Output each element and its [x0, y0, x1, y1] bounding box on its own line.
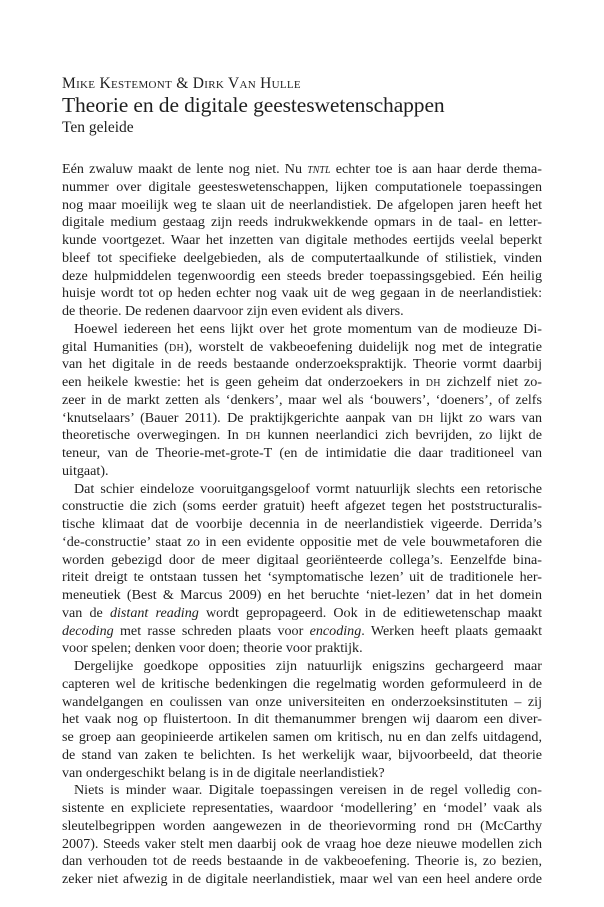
text-line	[62, 694, 542, 712]
text-line	[62, 481, 542, 499]
text-segment: van ondergeschikt belang is in de digitale neerlandistiek?	[62, 764, 385, 781]
text-segment: constructie die zich (soms eerder gratuit) heeft afgezet tegen het poststructuralis-	[62, 498, 542, 515]
text-segment: theoretische overwegingen. In	[62, 427, 246, 444]
text-line	[62, 516, 542, 534]
text-segment: riteit dreigt te ontstaan tussen het ‘symptomatische lezen’ uit de traditionele her-	[62, 569, 542, 586]
text-line	[62, 569, 542, 587]
text-segment: uitgaat).	[62, 462, 109, 479]
text-segment: Niets is minder waar. Digitale toepassingen vereisen in de regel volledig con-	[74, 782, 542, 799]
text-line	[62, 853, 542, 871]
text-line	[62, 356, 542, 374]
italic-text: encoding	[309, 622, 362, 639]
text-segment: capteren wel de kritische bedenkingen die regelmatig worden geformuleerd in de	[62, 675, 542, 692]
text-segment: . Werken heeft plaats gemaakt	[361, 622, 542, 639]
text-segment: kunde voortgezet. Waar het inzetten van digitale methodes eertijds veelal beperkt	[62, 232, 542, 248]
text-segment: echter toe is aan haar derde thema-	[330, 161, 542, 177]
text-line	[62, 711, 542, 729]
text-segment: 2007). Steeds vaker stelt men daarbij ook de vraag hoe deze nieuwe modellen zich	[62, 835, 542, 852]
text-segment: met rasse schreden plaats voor	[113, 622, 310, 639]
text-segment: kunnen neerlandici zich bevrijden, zo lijkt de	[260, 427, 542, 444]
text-line	[62, 552, 542, 570]
small-caps-text: dh	[418, 409, 434, 426]
text-segment: huisje wordt tot op heden echter nog vaak uit de weg gegaan in de neerlandistiek:	[62, 285, 542, 302]
text-line	[62, 747, 542, 765]
text-segment: se groep aan geopinieerde artikelen samen om kritisch, nu en dan zelfs uitdagend,	[62, 729, 542, 745]
text-line	[62, 676, 542, 694]
text-line	[62, 587, 542, 605]
text-line	[62, 818, 542, 836]
text-segment: teneur, van de Theorie-met-grote-T (en de intimidatie die daar traditioneel van	[62, 445, 542, 461]
article-authors: Mike Kestemont & Dirk Van Hulle	[62, 75, 301, 92]
text-segment: worden gebezigd door de meer digitaal georiënteerde collega’s. Eenzelfde bina-	[62, 551, 542, 568]
text-segment: wordt gepropageerd. Ook in de editiewetenschap maakt	[198, 604, 543, 621]
text-segment: Dat schier eindeloze vooruitgangsgeloof vormt natuurlijk slechts een retorische	[74, 480, 542, 497]
text-line	[62, 640, 542, 658]
text-line	[62, 658, 542, 676]
text-line	[62, 268, 542, 286]
text-line	[62, 250, 542, 268]
article-title: Theorie en de digitale geesteswetenschappen	[62, 93, 445, 117]
text-segment: ), worstelt de vakbeoefening duidelijk nog met de integratie	[184, 338, 542, 355]
text-line	[62, 463, 542, 481]
text-segment: sleutelbegrippen worden aangewezen in de theorievorming rond	[62, 817, 458, 834]
text-segment: digitale medium gestaag zijn reeds indrukwekkende opmars in de taal- en letter-	[62, 214, 542, 231]
text-line	[62, 161, 542, 179]
text-line	[62, 285, 542, 303]
text-segment: Eén zwaluw maakt de lente nog niet. Nu	[62, 161, 308, 177]
text-line	[62, 498, 542, 516]
text-segment: gital Humanities (	[62, 338, 170, 355]
text-segment: nog maar moeilijk weg te slaan uit de neerlandistiek. De afgelopen jaren heeft het	[62, 196, 542, 213]
small-caps-text: dh	[457, 817, 473, 834]
text-segment: het vaak nog op fluistertoon. In dit themanummer brengen wij daarom een diver-	[62, 711, 542, 728]
small-caps-text: dh	[425, 374, 441, 390]
text-segment: lijkt zo wars van	[433, 409, 542, 426]
text-segment: (McCarthy	[472, 817, 542, 834]
text-segment: van de	[62, 604, 110, 621]
text-line	[62, 782, 542, 800]
italic-text: decoding	[62, 622, 114, 639]
text-line	[62, 410, 542, 428]
text-segment: tische klimaat dat de voorbije decennia in de neerlandistiek vigeerde. Derrida’s	[62, 516, 542, 532]
text-line	[62, 321, 542, 339]
text-line	[62, 445, 542, 463]
text-segment: dan verhouden tot de reeds bestaande in de vakbeoefening. Theorie is, zo bezien,	[62, 853, 542, 870]
text-line	[62, 179, 542, 197]
text-segment: nummer over digitale geesteswetenschappen, lijken computationele toepassingen	[62, 178, 542, 195]
text-segment: wandelgangen en coulissen van onze universiteiten en onderzoeksinstituten – zij	[62, 693, 542, 710]
article-body	[62, 161, 542, 889]
text-line	[62, 729, 542, 747]
text-segment: de stand van zaken te belichten. Is het werkelijk waar, bijvoorbeeld, dat theorie	[62, 746, 542, 763]
text-segment: meneutiek (Best & Marcus 2009) en het beruchte ‘niet-lezen’ dat in het domein	[62, 587, 542, 603]
text-line	[62, 836, 542, 854]
text-segment: de theorie. De redenen daarvoor zijn even evident als divers.	[62, 303, 404, 319]
text-segment: zeker niet afwezig in de digitale neerlandistiek, maar wel van een heel andere orde	[62, 871, 542, 887]
italic-text: distant reading	[109, 604, 199, 621]
text-line	[62, 623, 542, 641]
text-line	[62, 800, 542, 818]
text-segment: voor spelen; denken voor doen; theorie voor praktijk.	[62, 640, 363, 657]
text-line	[62, 339, 542, 357]
text-line	[62, 303, 542, 321]
text-segment: bleef tot specifieke deelgebieden, als de computertaalkunde of stilistiek, vinden	[62, 249, 542, 266]
text-segment: zeer in de markt zetten als ‘denkers’, maar wel als ‘bouwers’, ‘doeners’, of zelfs	[62, 391, 542, 408]
text-segment: zichzelf niet zo-	[440, 374, 542, 390]
text-line	[62, 605, 542, 623]
text-line	[62, 374, 542, 392]
article-subtitle: Ten geleide	[62, 119, 134, 136]
text-line	[62, 765, 542, 783]
text-segment: deze hulpmiddelen tegenwoordig een steeds breder toepassingsgebied. Eén heilig	[62, 267, 542, 284]
small-caps-text: dh	[245, 427, 261, 444]
text-segment: Dergelijke goedkope opposities zijn natuurlijk enigszins gechargeerd maar	[74, 658, 542, 674]
text-segment: sistente en expliciete representaties, waardoor ‘modellering’ en ‘model’ vaak als	[62, 800, 542, 816]
text-segment: ‘de-constructie’ staat zo in een evidente oppositie met de vele bouwmetaforen die	[62, 533, 542, 550]
text-segment: Hoewel iedereen het eens lijkt over het grote momentum van de modieuze Di-	[74, 320, 542, 337]
text-line	[62, 197, 542, 215]
text-line	[62, 392, 542, 410]
text-segment: ‘knutselaars’ (Bauer 2011). De praktijkgerichte aanpak van	[62, 409, 419, 426]
text-segment: van het digitale in de reeds bestaande onderzoekspraktijk. Theorie vormt daarbij	[62, 356, 542, 373]
small-caps-text: tntl	[307, 161, 331, 177]
text-line	[62, 427, 542, 445]
text-line	[62, 871, 542, 889]
text-line	[62, 232, 542, 250]
text-segment: een heikele kwestie: het is geen geheim dat onderzoekers in	[62, 374, 426, 390]
small-caps-text: dh	[169, 338, 185, 355]
text-line	[62, 214, 542, 232]
text-line	[62, 534, 542, 552]
